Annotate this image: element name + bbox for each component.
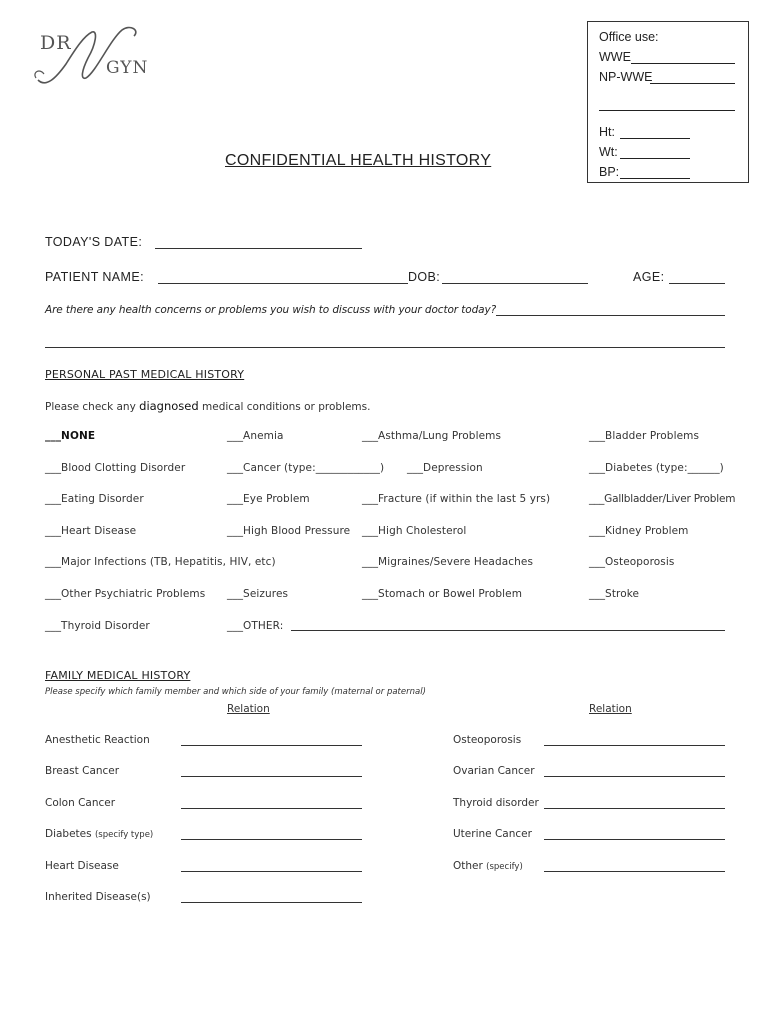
family-ovarian-field[interactable] xyxy=(544,776,725,777)
patient-name-field[interactable] xyxy=(158,283,408,284)
concerns-field-1[interactable] xyxy=(496,315,725,316)
family-thyroid-label: Thyroid disorder xyxy=(453,797,539,809)
condition-thyroid[interactable]: ___Thyroid Disorder xyxy=(45,620,150,632)
family-diabetes-text: Diabetes xyxy=(45,828,92,840)
family-breast-field[interactable] xyxy=(181,776,362,777)
condition-other-field[interactable] xyxy=(291,630,725,631)
condition-cancer[interactable]: ___Cancer (type:____________) xyxy=(227,462,385,474)
family-diabetes-field[interactable] xyxy=(181,839,362,840)
condition-fracture[interactable]: ___Fracture (if within the last 5 yrs) xyxy=(362,493,551,505)
condition-seizures[interactable]: ___Seizures xyxy=(227,588,289,600)
family-osteoporosis-label: Osteoporosis xyxy=(453,734,522,746)
relation-header-left: Relation xyxy=(227,703,270,715)
condition-gallbladder[interactable]: ___Gallbladder/Liver Problem xyxy=(589,493,736,505)
condition-heart[interactable]: ___Heart Disease xyxy=(45,525,137,537)
family-inherited-field[interactable] xyxy=(181,902,362,903)
family-other-sub: (specify) xyxy=(486,862,523,872)
family-breast-label: Breast Cancer xyxy=(45,765,120,777)
family-other-label xyxy=(453,860,523,872)
weight-label: Wt: xyxy=(599,145,618,159)
family-diabetes-sub: (specify type) xyxy=(94,830,154,840)
logo-dr: DR xyxy=(40,32,72,54)
family-thyroid-field[interactable] xyxy=(544,808,725,809)
np-wwe-label: NP-WWE xyxy=(599,70,653,84)
concerns-question: Are there any health concerns or problems you wish to discuss with your doctor today? xyxy=(45,304,497,316)
family-anesthetic-label: Anesthetic Reaction xyxy=(45,734,150,746)
family-heart-field[interactable] xyxy=(181,871,362,872)
todays-date-field[interactable] xyxy=(155,248,362,249)
family-colon-label: Colon Cancer xyxy=(45,797,116,809)
bp-label: BP: xyxy=(599,165,620,179)
condition-depression[interactable]: ___Depression xyxy=(407,462,483,474)
todays-date-label: TODAY'S DATE: xyxy=(45,235,143,249)
weight-field[interactable] xyxy=(620,158,690,159)
condition-kidney[interactable]: ___Kidney Problem xyxy=(589,525,689,537)
family-osteoporosis-field[interactable] xyxy=(544,745,725,746)
family-history-heading: FAMILY MEDICAL HISTORY xyxy=(45,669,191,682)
logo-gyn: GYN xyxy=(106,58,149,78)
relation-header-right: Relation xyxy=(589,703,632,715)
condition-infections[interactable]: ___Major Infections (TB, Hepatitis, HIV, etc) xyxy=(45,556,276,568)
condition-eye[interactable]: ___Eye Problem xyxy=(227,493,310,505)
condition-stroke[interactable]: ___Stroke xyxy=(589,588,640,600)
condition-psychiatric[interactable]: ___Other Psychiatric Problems xyxy=(45,588,206,600)
wwe-label: WWE xyxy=(599,50,631,64)
concerns-field-2[interactable] xyxy=(45,347,725,348)
dr-n-gyn-logo xyxy=(26,22,156,92)
family-inherited-label: Inherited Disease(s) xyxy=(45,891,151,903)
office-use-box xyxy=(587,21,749,183)
age-field[interactable] xyxy=(669,283,725,284)
instr-part-b: diagnosed xyxy=(139,399,199,413)
dob-field[interactable] xyxy=(442,283,588,284)
past-history-heading: PERSONAL PAST MEDICAL HISTORY xyxy=(45,368,245,381)
condition-anemia[interactable]: ___Anemia xyxy=(227,430,284,442)
condition-none[interactable]: ___NONE xyxy=(45,430,96,442)
dob-label: DOB: xyxy=(408,270,441,284)
family-ovarian-label: Ovarian Cancer xyxy=(453,765,535,777)
height-label: Ht: xyxy=(599,125,615,139)
condition-high-cholesterol[interactable]: ___High Cholesterol xyxy=(362,525,467,537)
office-blank-field[interactable] xyxy=(599,110,735,111)
family-anesthetic-field[interactable] xyxy=(181,745,362,746)
family-colon-field[interactable] xyxy=(181,808,362,809)
condition-diabetes[interactable]: ___Diabetes (type:______) xyxy=(589,462,724,474)
wwe-field[interactable] xyxy=(631,63,735,64)
family-uterine-label: Uterine Cancer xyxy=(453,828,532,840)
condition-blood-clotting[interactable]: ___Blood Clotting Disorder xyxy=(45,462,186,474)
instr-part-c: medical conditions or problems. xyxy=(198,401,371,413)
age-label: AGE: xyxy=(633,270,665,284)
family-history-instructions: Please specify which family member and which side of your family (maternal or paternal) xyxy=(45,687,426,697)
office-use-title: Office use: xyxy=(599,30,659,44)
condition-bladder[interactable]: ___Bladder Problems xyxy=(589,430,700,442)
condition-migraines[interactable]: ___Migraines/Severe Headaches xyxy=(362,556,534,568)
family-diabetes-label xyxy=(45,828,153,840)
family-other-text: Other xyxy=(453,860,483,872)
condition-osteoporosis[interactable]: ___Osteoporosis xyxy=(589,556,675,568)
np-wwe-field[interactable] xyxy=(650,83,735,84)
condition-stomach[interactable]: ___Stomach or Bowel Problem xyxy=(362,588,523,600)
instr-part-a: Please check any xyxy=(45,401,140,413)
bp-field[interactable] xyxy=(620,178,690,179)
height-field[interactable] xyxy=(620,138,690,139)
family-other-field[interactable] xyxy=(544,871,725,872)
family-uterine-field[interactable] xyxy=(544,839,725,840)
condition-other[interactable]: ___OTHER: xyxy=(227,620,284,632)
past-history-instructions xyxy=(45,399,370,413)
condition-eating[interactable]: ___Eating Disorder xyxy=(45,493,144,505)
condition-high-bp[interactable]: ___High Blood Pressure xyxy=(227,525,351,537)
patient-name-label: PATIENT NAME: xyxy=(45,270,144,284)
condition-asthma[interactable]: ___Asthma/Lung Problems xyxy=(362,430,502,442)
page-title: CONFIDENTIAL HEALTH HISTORY xyxy=(225,152,492,169)
family-heart-label: Heart Disease xyxy=(45,860,119,872)
